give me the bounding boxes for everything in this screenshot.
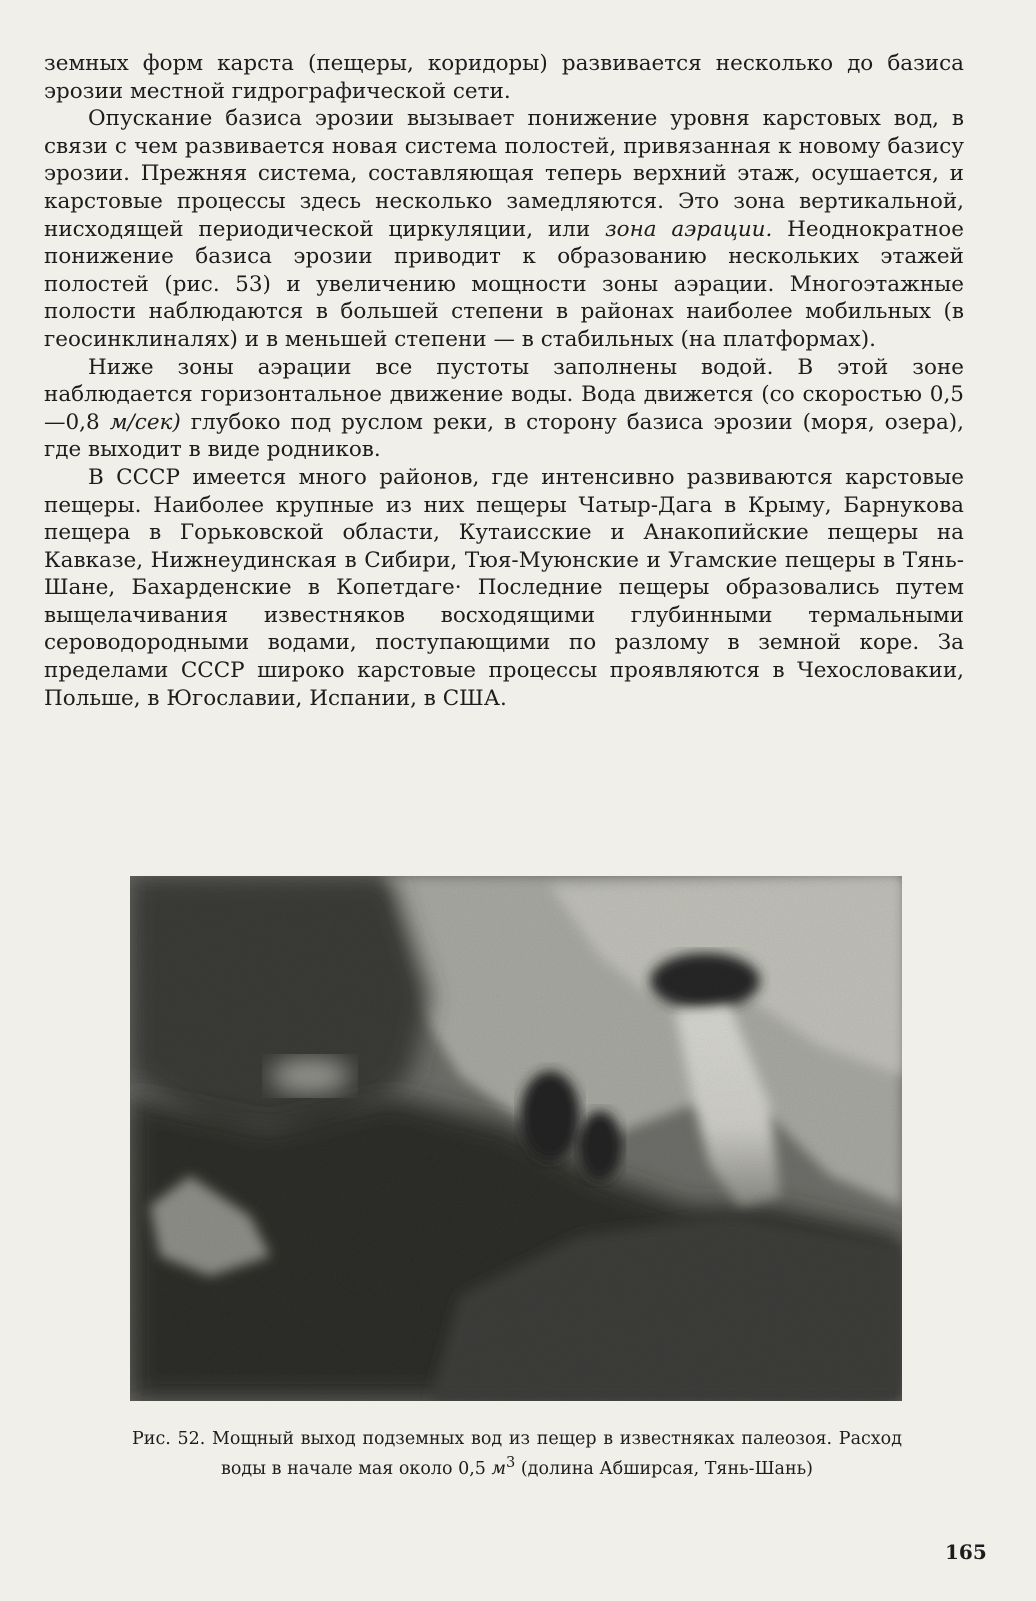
paragraph-1: земных форм карста (пещеры, коридоры) развивается несколько до базиса эрозии местной гидрографической сети.	[44, 51, 964, 104]
paragraph-4: В СССР имеется много районов, где интенсивно развиваются карстовые пещеры. Наиболее крупные из них пещеры Чатыр-Дага в Крыму, Барнукова пещера в Горьковской области, Кутаисские и Анакопийские пещеры на Кавказе, Нижнеудинская в Сибири, Тюя-Муюнские и Угамские пещеры в Тянь-Шане, Бахарденские в Копетдаге· Последние пещеры образовались путем выщелачивания известняков восходящими глубинными термальными сероводородными водами, поступающими по разлому в земной коре. За пределами СССР широко карстовые процессы проявляются в Чехословакии, Польше, в Югославии, Испании, в США.	[44, 464, 964, 711]
page-number: 165	[945, 1540, 987, 1564]
waterfall-photo	[130, 876, 902, 1401]
caption-text: Рис. 52. Мощный выход подземных вод из пещер в известняках палеозоя. Расход воды в начале мая около 0,5 $м^3$ (долина Абширсая, Тянь-Шань)	[132, 1429, 902, 1479]
body-text	[44, 50, 964, 712]
paragraph-3: Ниже зоны аэрации все пустоты заполнены водой. В этой зоне наблюдается горизонтальное движение воды. Вода движется (со скоростью 0,5—0,8 м/сек) глубоко под руслом реки, в сторону базиса эрозии (моря, озера), где выходит в виде родников.	[44, 354, 964, 463]
paragraph-2: Опускание базиса эрозии вызывает понижение уровня карстовых вод, в связи с чем развивается новая система полостей, привязанная к новому базису эрозии. Прежняя система, составляющая теперь верхний этаж, осушается, и карстовые процессы здесь несколько замедляются. Это зона вертикальной, нисходящей периодической циркуляции, или зона аэрации. Неоднократное понижение базиса эрозии приводит к образованию нескольких этажей полостей (рис. 53) и увеличению мощности зоны аэрации. Многоэтажные полости наблюдаются в большей степени в районах наиболее мобильных (в геосинклиналях) и в меньшей степени — в стабильных (на платформах).	[44, 106, 964, 352]
figure-caption	[132, 1428, 902, 1481]
